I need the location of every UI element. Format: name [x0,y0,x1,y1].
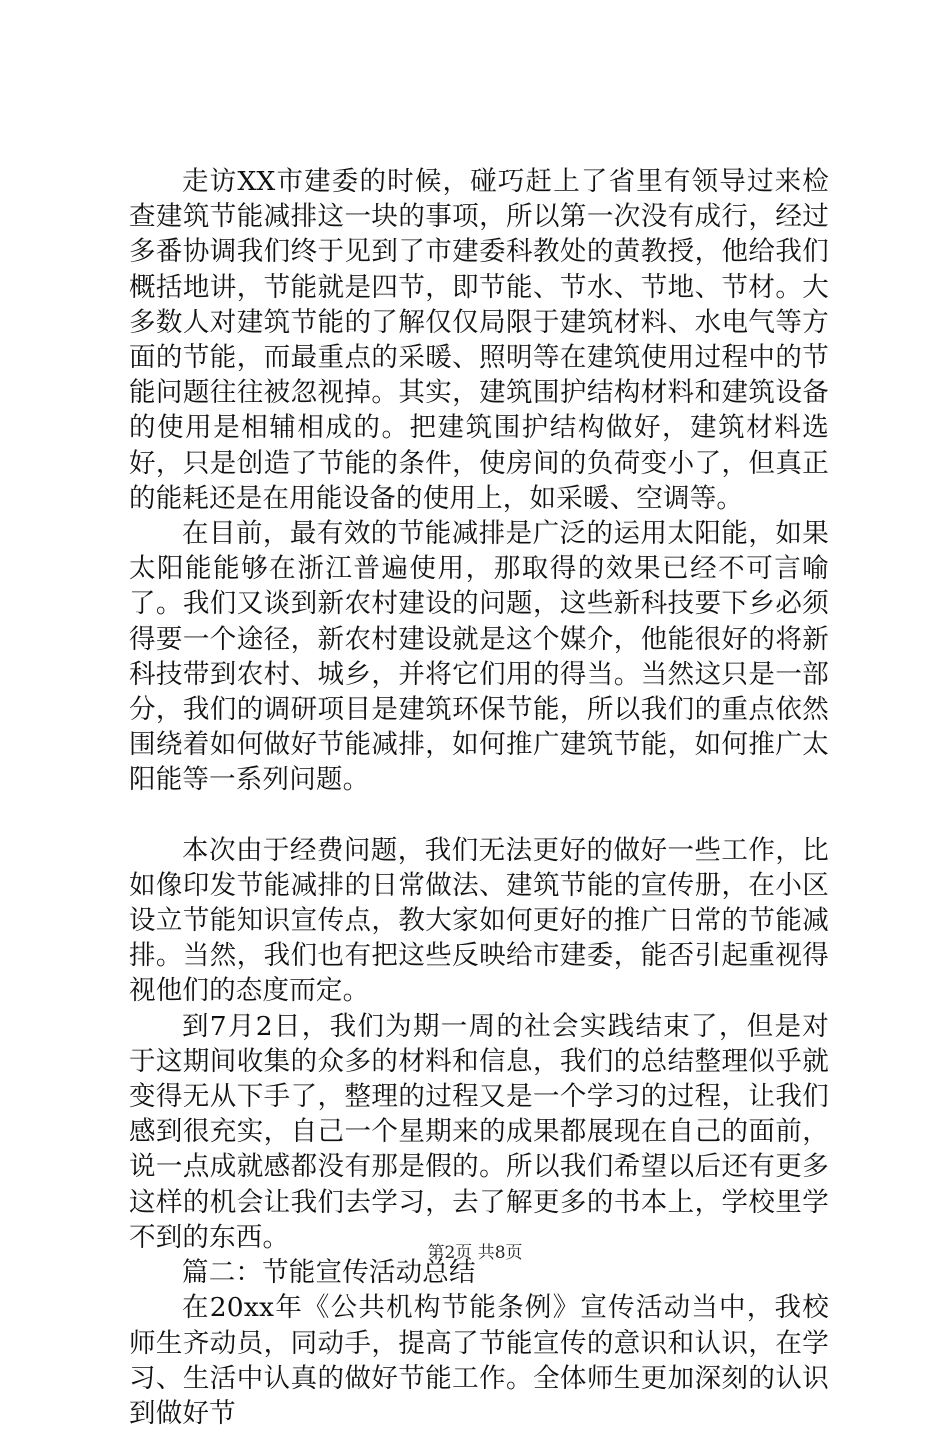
paragraph: 在20xx年《公共机构节能条例》宣传活动当中，我校师生齐动员，同动手，提高了节能宣传的意识和认识，在学习、生活中认真的做好节能工作。全体师生更加深刻的认识到做好节 [129,1292,829,1429]
document-body [129,164,829,1431]
section-heading: 篇二：节能宣传活动总结 [182,1257,476,1289]
paragraph: 到7月2日，我们为期一周的社会实践结束了，但是对于这期间收集的众多的材料和信息，我们的总结整理似乎就变得无从下手了，整理的过程又是一个学习的过程，让我们感到很充实，自己一个星期来的成果都展现在自己的面前，说一点成就感都没有那是假的。所以我们希望以后还有更多这样的机会让我们去学习，去了解更多的书本上，学校里学不到的东西。 [129,1010,829,1253]
paragraph: 本次由于经费问题，我们无法更好的做好一些工作，比如像印发节能减排的日常做法、建筑节能的宣传册，在小区设立节能知识宣传点，教大家如何更好的推广日常的节能减排。当然，我们也有把这些反映给市建委，能否引起重视得视他们的态度而定。 [129,834,829,1007]
paragraph-spacer [129,798,829,833]
page-footer: 第2页 共8页 [427,1243,523,1263]
paragraph: 走访XX市建委的时候，碰巧赶上了省里有领导过来检查建筑节能减排这一块的事项，所以第一次没有成行，经过多番协调我们终于见到了市建委科教处的黄教授，他给我们概括地讲，节能就是四节，即节能、节水、节地、节材。大多数人对建筑节能的了解仅仅局限于建筑材料、水电气等方面的节能，而最重点的采暖、照明等在建筑使用过程中的节能问题往往被忽视掉。其实，建筑围护结构材料和建筑设备的使用是相辅相成的。把建筑围护结构做好，建筑材料选好，只是创造了节能的条件，使房间的负荷变小了，但真正的能耗还是在用能设备的使用上，如采暖、空调等。 [129,166,829,514]
paragraph: 在目前，最有效的节能减排是广泛的运用太阳能，如果太阳能能够在浙江普遍使用，那取得的效果已经不可言喻了。我们又谈到新农村建设的问题，这些新科技要下乡必须得要一个途径，新农村建设就是这个媒介，他能很好的将新科技带到农村、城乡，并将它们用的得当。当然这只是一部分，我们的调研项目是建筑环保节能，所以我们的重点依然围绕着如何做好节能减排，如何推广建筑节能，如何推广太阳能等一系列问题。 [129,518,829,796]
